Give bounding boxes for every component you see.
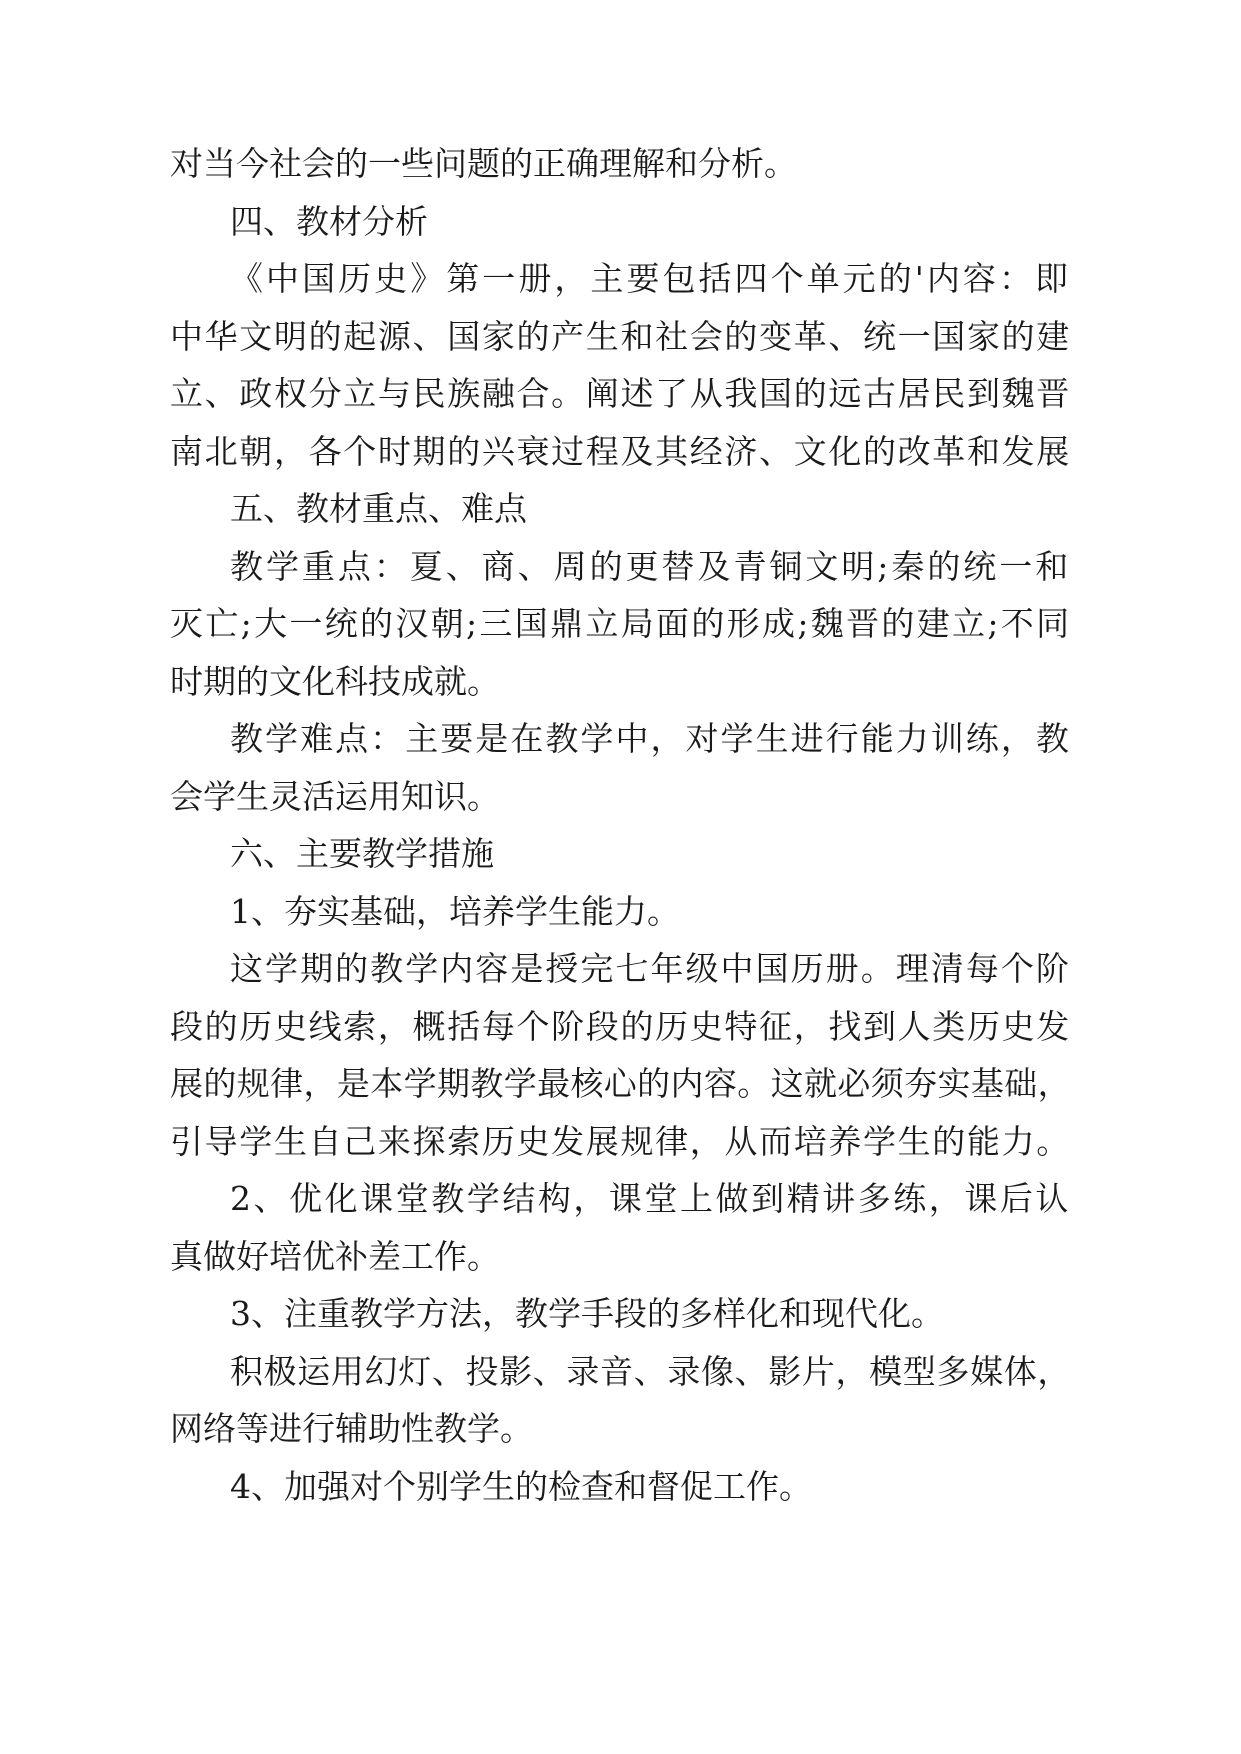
paragraph-line: 南北朝，各个时期的兴衰过程及其经济、文化的改革和发展	[170, 431, 1071, 471]
paragraph-line: 引导学生自己来探索历史发展规律，从而培养学生的能力。	[170, 1121, 1071, 1161]
paragraph-line-indented: 这学期的教学内容是授完七年级中国历册。理清每个阶	[230, 949, 1071, 988]
paragraph-line: 会学生灵活运用知识。	[170, 776, 500, 816]
paragraph-line: 灭亡;大一统的汉朝;三国鼎立局面的形成;魏晋的建立;不同	[170, 604, 1072, 643]
paragraph-line: 时期的文化科技成就。	[170, 661, 500, 701]
paragraph-line: 段的历史线索，概括每个阶段的历史特征，找到人类历史发	[170, 1006, 1071, 1046]
paragraph-line: 真做好培优补差工作。	[170, 1236, 500, 1276]
paragraph-line: 立、政权分立与民族融合。阐述了从我国的远古居民到魏晋	[170, 374, 1071, 413]
paragraph-line-indented: 3、注重教学方法，教学手段的多样化和现代化。	[230, 1294, 944, 1333]
paragraph-line: 对当今社会的一些问题的正确理解和分析。	[170, 144, 797, 183]
paragraph-line-indented: 教学重点：夏、商、周的更替及青铜文明;秦的统一和	[230, 546, 1072, 586]
paragraph-line-indented: 1、夯实基础，培养学生能力。	[230, 891, 680, 931]
paragraph-line: 展的规律，是本学期教学最核心的内容。这就必须夯实基础，	[170, 1064, 1071, 1103]
paragraph-line-indented: 2、优化课堂教学结构，课堂上做到精讲多练，课后认	[230, 1179, 1071, 1218]
paragraph-line-indented: 4、加强对个别学生的检查和督促工作。	[230, 1466, 812, 1506]
paragraph-line-indented: 《中国历史》第一册，主要包括四个单元的'内容：即	[230, 259, 1072, 298]
paragraph-line-indented: 四、教材分析	[230, 201, 428, 241]
paragraph-line-indented: 六、主要教学措施	[230, 834, 494, 873]
paragraph-line-indented: 积极运用幻灯、投影、录音、录像、影片，模型多媒体，	[230, 1351, 1071, 1391]
paragraph-line: 网络等进行辅助性教学。	[170, 1409, 533, 1448]
paragraph-line: 中华文明的起源、国家的产生和社会的变革、统一国家的建	[170, 316, 1071, 356]
paragraph-line-indented: 教学难点：主要是在教学中，对学生进行能力训练，教	[230, 719, 1071, 758]
paragraph-line-indented: 五、教材重点、难点	[230, 489, 527, 528]
